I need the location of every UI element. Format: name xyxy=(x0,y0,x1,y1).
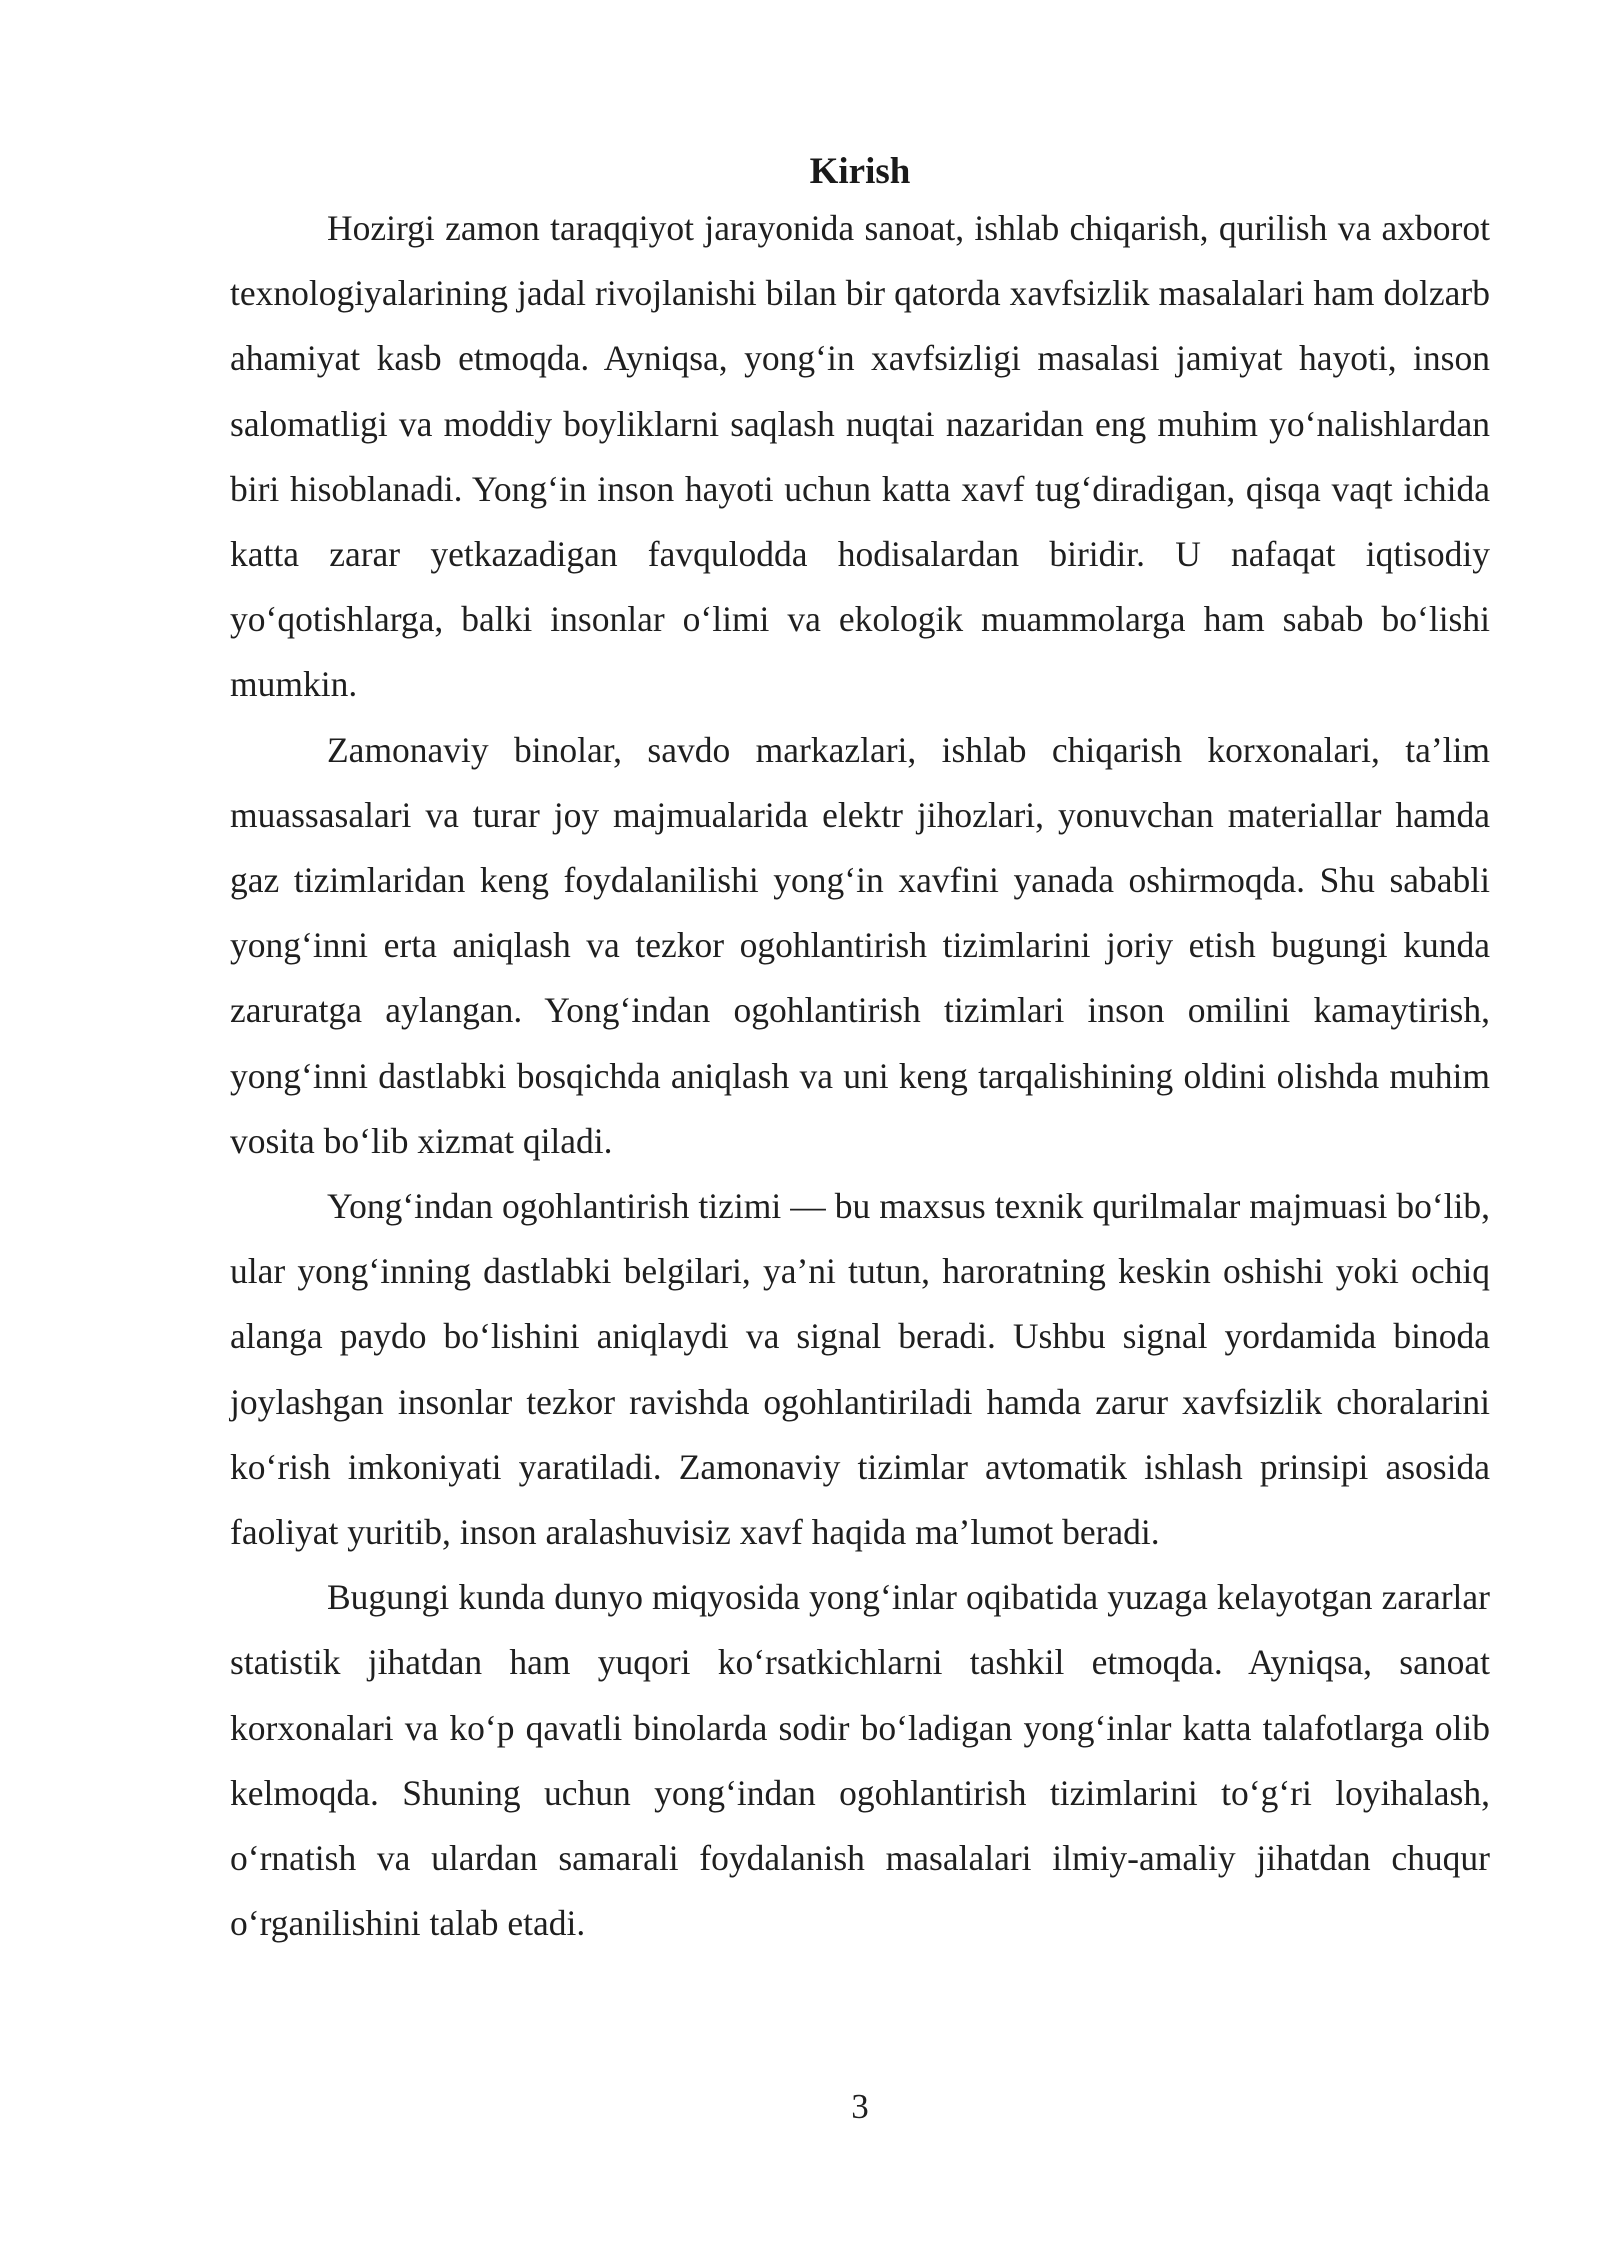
section-heading: Kirish xyxy=(809,151,911,192)
paragraph-3: Yong‘indan ogohlantirish tizimi — bu maxsus texnik qurilmalar majmuasi bo‘lib, ular yong‘inning dastlabki belgilari, ya’ni tutun, haroratning keskin oshishi yoki ochiq alanga paydo bo‘lishini aniqlaydi va signal beradi. Ushbu signal yordamida binoda joylashgan insonlar tezkor ravishda ogohlantiriladi hamda zarur xavfsizlik choralarini ko‘rish imkoniyati yaratiladi. Zamonaviy tizimlar avtomatik ishlash prinsipi asosida faoliyat yuritib, inson aralashuvisiz xavf haqida ma’lumot beradi. xyxy=(230,1186,1490,1553)
body-text xyxy=(230,196,1490,1956)
paragraph-4: Bugungi kunda dunyo miqyosida yong‘inlar oqibatida yuzaga kelayotgan zararlar statistik jihatdan ham yuqori ko‘rsatkichlarni tashkil etmoqda. Ayniqsa, sanoat korxonalari va ko‘p qavatli binolarda sodir bo‘ladigan yong‘inlar katta talafotlarga olib kelmoqda. Shuning uchun yong‘indan ogohlantirish tizimlarini to‘g‘ri loyihalash, o‘rnatish va ulardan samarali foydalanish masalalari ilmiy-amaliy jihatdan chuqur o‘rganilishini talab etadi. xyxy=(230,1577,1490,1944)
paragraph-1: Hozirgi zamon taraqqiyot jarayonida sanoat, ishlab chiqarish, qurilish va axborot texnologiyalarining jadal rivojlanishi bilan bir qatorda xavfsizlik masalalari ham dolzarb ahamiyat kasb etmoqda. Ayniqsa, yong‘in xavfsizligi masalasi jamiyat hayoti, inson salomatligi va moddiy boyliklarni saqlash nuqtai nazaridan eng muhim yo‘nalishlardan biri hisoblanadi. Yong‘in inson hayoti uchun katta xavf tug‘diradigan, qisqa vaqt ichida katta zarar yetkazadigan favqulodda hodisalardan biridir. U nafaqat iqtisodiy yo‘qotishlarga, balki insonlar o‘limi va ekologik muammolarga ham sabab bo‘lishi mumkin. xyxy=(230,208,1490,705)
paragraph-2: Zamonaviy binolar, savdo markazlari, ishlab chiqarish korxonalari, ta’lim muassasalari va turar joy majmualarida elektr jihozlari, yonuvchan materiallar hamda gaz tizimlaridan keng foydalanilishi yong‘in xavfini yanada oshirmoqda. Shu sababli yong‘inni erta aniqlash va tezkor ogohlantirish tizimlarini joriy etish bugungi kunda zaruratga aylangan. Yong‘indan ogohlantirish tizimlari inson omilini kamaytirish, yong‘inni dastlabki bosqichda aniqlash va uni keng tarqalishining oldini olishda muhim vosita bo‘lib xizmat qiladi. xyxy=(230,729,1490,1161)
page-number: 3 xyxy=(851,2087,869,2126)
